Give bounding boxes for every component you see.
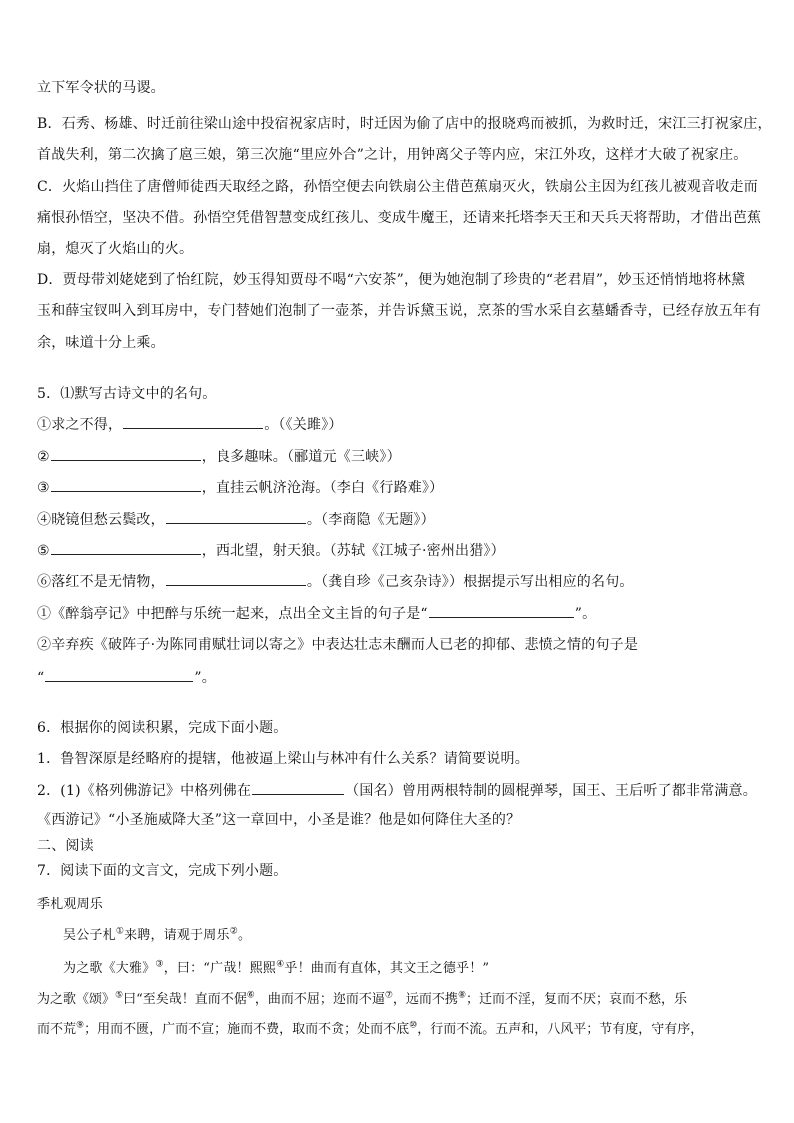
- passage-line-3: [37, 990, 687, 1010]
- q5-item-1-suffix: 。（《关雎》）: [264, 417, 343, 433]
- q5-item-2-prefix: ②: [37, 449, 50, 465]
- q5-item-7-suffix: ”。: [574, 606, 597, 622]
- passage-text: 乎！曲而有直体，其文王之德乎！”: [284, 961, 490, 976]
- question-5-title: 5．⑴默写古诗文中的名句。: [37, 386, 217, 402]
- passage-line-4: [37, 1020, 703, 1040]
- q5-item-5-suffix: ，西北望，射天狼。（苏轼《江城子·密州出猎》）: [201, 543, 505, 559]
- option-c-line-1: C．火焰山挡住了唐僧师徒西天取经之路，孙悟空便去向铁扇公主借芭蕉扇灭火，铁扇公主因为红孩儿被观音收走而: [37, 179, 758, 195]
- q5-item-4: [37, 509, 435, 530]
- passage-line-1: [63, 926, 251, 946]
- answer-blank[interactable]: [51, 477, 201, 492]
- q5-item-2: [37, 446, 401, 467]
- section-heading: 二、阅读: [37, 838, 94, 854]
- q5-item-4-prefix: ④晓镜但愁云鬓改，: [37, 512, 165, 528]
- passage-text: 来聘，请观于周乐: [124, 928, 230, 943]
- passage-text: 。: [237, 928, 252, 943]
- passage-line-2: [63, 959, 489, 979]
- footnote-marker: ④: [276, 959, 285, 970]
- passage-text: ，曰：“广哉！熙熙: [163, 961, 277, 976]
- passage-text: ，远而不携: [392, 992, 458, 1007]
- q5-item-2-suffix: ，良多趣味。（郦道元《三峡》）: [201, 449, 401, 465]
- footnote-marker: ⑤: [115, 990, 124, 1001]
- question-6-title: 6．根据你的阅读积累，完成下面小题。: [37, 720, 288, 736]
- passage-text: 曰“至矣哉！直而不倨: [123, 992, 247, 1007]
- q5-item-5-prefix: ⑤: [37, 543, 50, 559]
- passage-text: 而不荒: [37, 1022, 77, 1037]
- footnote-marker: ②: [229, 926, 238, 937]
- footnote-marker: ③: [155, 959, 164, 970]
- option-c-line-3: 扇，熄灭了火焰山的火。: [37, 241, 194, 257]
- option-c-line-2: 痛恨孙悟空，坚决不借。孙悟空凭借智慧变成红孩儿、变成牛魔王，还请来托塔李天王和天兵天将帮助，才借出芭蕉: [37, 210, 762, 226]
- answer-blank[interactable]: [45, 667, 193, 682]
- q5-item-7: [37, 603, 596, 624]
- q5-item-6-suffix: 。（龚自珍《己亥杂诗》）根据提示写出相应的名句。: [306, 574, 634, 590]
- q6-item-3: 《西游记》“小圣施威降大圣”这一章回中，小圣是谁？他是如何降住大圣的？: [37, 812, 521, 828]
- answer-blank[interactable]: [51, 446, 201, 461]
- q5-item-1: [37, 414, 343, 435]
- answer-blank[interactable]: [252, 780, 344, 795]
- option-d-line-3: 余，味道十分上乘。: [37, 335, 165, 351]
- q5-item-7-prefix: ①《醉翁亭记》中把醉与乐统一起来，点出全文主旨的句子是“: [37, 606, 428, 622]
- answer-blank[interactable]: [51, 540, 201, 555]
- text-line: 立下军令状的马谡。: [37, 80, 165, 96]
- option-b-line-1: B．石秀、杨雄、时迁前往梁山途中投宿祝家店时，时迁因为偷了店中的报晓鸡而被抓，为救时迁，宋江三打祝家庄，: [37, 116, 772, 132]
- answer-blank[interactable]: [166, 571, 306, 586]
- passage-text: ；用而不匮，广而不宣；施而不费，取而不贪；处而不底: [84, 1022, 410, 1037]
- passage-text: ，曲而不屈；迩而不逼: [254, 992, 385, 1007]
- footnote-marker: ⑦: [384, 990, 393, 1001]
- q5-item-4-suffix: 。（李商隐《无题》）: [306, 512, 435, 528]
- q5-item-6-prefix: ⑥落红不是无情物，: [37, 574, 165, 590]
- q5-item-8-blank-line: [37, 667, 216, 688]
- q5-item-6: [37, 571, 634, 592]
- q5-item-8-close-quote: ”。: [194, 670, 216, 686]
- q6-item-2-suffix: （国名）曾用两根特制的圆棍弹琴，国王、王后听了都非常满意。: [345, 783, 757, 799]
- passage-text: 吴公子札: [63, 928, 116, 943]
- q5-item-3-suffix: ，直挂云帆济沧海。（李白《行路难》）: [201, 480, 444, 496]
- q6-item-2: [37, 780, 757, 801]
- option-d-line-1: D．贾母带刘姥姥到了怡红院，妙玉得知贾母不喝“六安茶”，便为她泡制了珍贵的“老君眉”，妙玉还悄悄地将林黛: [37, 272, 746, 288]
- footnote-marker: ⑩: [409, 1020, 418, 1031]
- footnote-marker: ⑥: [246, 990, 255, 1001]
- footnote-marker: ①: [115, 926, 125, 937]
- q5-item-3-prefix: ③: [37, 480, 50, 496]
- answer-blank[interactable]: [123, 414, 263, 429]
- q6-item-1: 1．鲁智深原是经略府的提辖，他被逼上梁山与林冲有什么关系？请简要说明。: [37, 751, 529, 767]
- option-d-line-2: 玉和薛宝钗叫入到耳房中，专门替她们泡制了一壶茶，并告诉黛玉说，烹茶的雪水采自玄墓蟠香寺，已经存放五年有: [37, 303, 762, 319]
- passage-title: 季札观周乐: [37, 897, 104, 912]
- passage-text: 为之歌《颂》: [37, 992, 116, 1007]
- answer-blank[interactable]: [166, 509, 306, 524]
- q5-item-8: ②辛弃疾《破阵子·为陈同甫赋壮词以寄之》中表达壮志未酬而人已老的抑郁、悲愤之情的句子是: [37, 637, 639, 653]
- option-b-line-2: 首战失利，第二次擒了扈三娘，第三次施“里应外合”之计，用钟离父子等内应，宋江外攻，这样才大破了祝家庄。: [37, 147, 748, 163]
- question-7-title: 7．阅读下面的文言文，完成下列小题。: [37, 863, 288, 879]
- q5-item-5: [37, 540, 505, 561]
- passage-text: 为之歌《大雅》: [63, 961, 156, 976]
- q5-item-1-prefix: ①求之不得，: [37, 417, 123, 433]
- q5-item-8-open-quote: “: [37, 670, 45, 686]
- q6-item-2-prefix: 2．(1)《格列佛游记》中格列佛在: [37, 783, 252, 799]
- answer-blank[interactable]: [429, 603, 574, 618]
- footnote-marker: ⑨: [76, 1020, 85, 1031]
- footnote-marker: ⑧: [457, 990, 467, 1001]
- passage-text: ；迁而不淫，复而不厌；哀而不愁，乐: [466, 992, 688, 1007]
- passage-text: ，行而不流。五声和，八风平；节有度，守有序，: [417, 1022, 704, 1037]
- q5-item-3: [37, 477, 443, 498]
